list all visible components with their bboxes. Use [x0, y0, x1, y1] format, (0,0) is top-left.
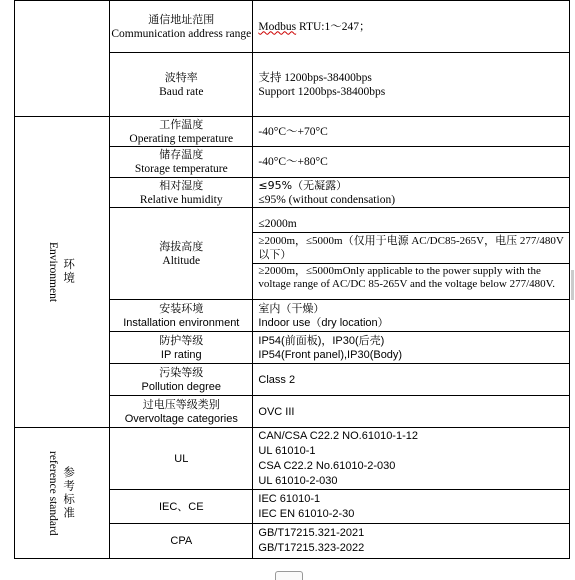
- param-value-cell: [253, 178, 570, 208]
- param-value-cell: [253, 428, 570, 490]
- spec-table: [14, 0, 570, 559]
- param-name-en: Relative humidity: [139, 193, 223, 206]
- param-name-zh: 通信地址范围: [148, 12, 215, 26]
- param-value-line: 支持 1200bps-38400bps: [258, 71, 372, 84]
- param-name-zh: 海拔高度: [159, 239, 204, 253]
- param-name-cell: [110, 178, 253, 208]
- param-name-zh: 安装环境: [159, 301, 204, 315]
- table-row: [15, 1, 570, 53]
- param-value: RTU:1～247；: [296, 20, 371, 33]
- category-reference: [15, 428, 110, 559]
- param-value-cell: [253, 208, 570, 300]
- param-value-cell: [253, 53, 570, 117]
- param-name-cell: [110, 1, 253, 53]
- param-name: CPA: [170, 535, 193, 547]
- param-value-line: IEC EN 61010-2-30: [258, 507, 355, 520]
- param-value-cell: [253, 147, 570, 178]
- param-value: Class 2: [258, 373, 296, 386]
- param-name-cell: [110, 147, 253, 178]
- param-name-zh: 储存温度: [159, 148, 204, 161]
- param-name-cell: [110, 364, 253, 396]
- param-value-line: CAN/CSA C22.2 NO.61010-1-12: [258, 429, 418, 442]
- param-value: OVC III: [258, 405, 295, 418]
- param-name: UL: [174, 452, 189, 465]
- param-name-cell: [110, 117, 253, 147]
- param-name-en: Storage temperature: [134, 163, 228, 175]
- param-value-line: IEC 61010-1: [258, 492, 321, 505]
- param-name-zh: 防护等级: [159, 333, 204, 347]
- page-scroll-handle[interactable]: [275, 571, 303, 580]
- param-value-cell: [253, 396, 570, 428]
- param-value: -40°C～+70°C: [258, 125, 328, 138]
- param-name-cell: [110, 53, 253, 117]
- param-value-cell: [253, 117, 570, 147]
- param-name-en: Baud rate: [159, 85, 204, 98]
- param-name-en: Pollution degree: [141, 380, 222, 393]
- param-value-line: ≥2000m，≤5000mOnly applicable to the power supply with the voltage range of AC/DC 85-265V and the voltage below 277/480V.: [258, 264, 555, 290]
- param-name-cell: [110, 300, 253, 332]
- category-en: Environment: [47, 241, 60, 303]
- table-row: [15, 117, 570, 147]
- param-value-cell: [253, 490, 570, 524]
- param-value-line: ≥2000m，≤5000m（仅用于电源 AC/DC85-265V，电压 277/480V 以下）: [253, 233, 569, 264]
- param-name-en: Installation environment: [123, 316, 240, 329]
- category-zh: 环境: [62, 258, 77, 286]
- param-value-line: ≤2000m: [253, 216, 569, 233]
- param-value-line: ≤95% (without condensation): [258, 193, 396, 206]
- param-value-line: UL 61010-2-030: [258, 474, 338, 487]
- category-environment: [15, 117, 110, 428]
- param-value-line: Indoor use（dry location）: [258, 316, 389, 329]
- param-value-line: IP54(Front panel),IP30(Body): [258, 348, 403, 361]
- param-value-cell: [253, 364, 570, 396]
- param-value-line: GB/T17215.323-2022: [258, 542, 365, 554]
- param-name-zh: 波特率: [164, 70, 198, 84]
- category-zh: 参考标准: [62, 466, 77, 520]
- param-value-cell: [253, 524, 570, 559]
- param-value-prefix: Modbus: [258, 20, 297, 33]
- param-name-zh: 污染等级: [159, 365, 204, 379]
- param-name-zh: 相对湿度: [159, 178, 204, 192]
- scrollbar-thumb[interactable]: [571, 270, 574, 300]
- param-name-cell: [110, 396, 253, 428]
- category-en: reference standard: [47, 450, 60, 536]
- param-value-line: GB/T17215.321-2021: [258, 527, 365, 539]
- param-value-line: 室内（干燥）: [258, 301, 325, 315]
- param-value: -40°C～+80°C: [258, 156, 328, 168]
- param-name-cell: [110, 524, 253, 559]
- param-name-en: Altitude: [162, 254, 201, 267]
- param-value-cell: [253, 332, 570, 364]
- param-name-cell: [110, 428, 253, 490]
- param-name-cell: [110, 332, 253, 364]
- param-value-line: IP54(前面板)，IP30(后壳): [258, 334, 385, 347]
- param-value-cell: [253, 300, 570, 332]
- param-value-line: Support 1200bps-38400bps: [258, 85, 386, 98]
- param-name-zh: 工作温度: [159, 117, 204, 131]
- param-value-line: CSA C22.2 No.61010-2-030: [258, 459, 396, 472]
- param-name-en: Communication address range: [111, 27, 252, 40]
- param-value-cell: [253, 1, 570, 53]
- param-name-zh: 过电压等级类别: [142, 397, 220, 411]
- table-row: [15, 428, 570, 490]
- category-cell-empty: [15, 1, 110, 117]
- param-name: IEC、CE: [158, 500, 204, 513]
- param-value-line: ≤95%（无凝露）: [258, 178, 348, 192]
- param-name-en: Overvoltage categories: [124, 412, 238, 425]
- param-value-line: UL 61010-1: [258, 444, 316, 457]
- param-name-en: Operating temperature: [129, 132, 234, 145]
- param-name-cell: [110, 490, 253, 524]
- param-name-en: IP rating: [160, 348, 202, 361]
- param-name-cell: [110, 208, 253, 300]
